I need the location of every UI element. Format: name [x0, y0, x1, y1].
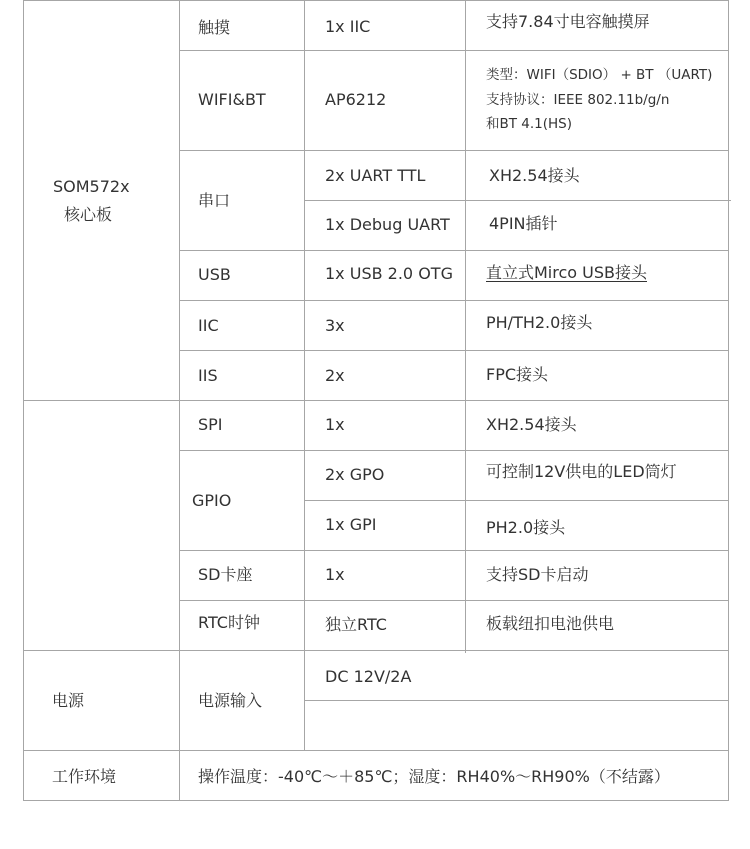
touch-spec: 1x IIC: [325, 17, 371, 36]
usb-label: USB: [198, 265, 231, 284]
touch-desc: 支持7.84寸电容触摸屏: [486, 12, 650, 31]
module-sub: 核心板: [64, 205, 113, 224]
power-value: DC 12V/2A: [325, 667, 412, 686]
sd-label: SD卡座: [198, 565, 253, 584]
iis-desc: FPC接头: [486, 365, 549, 384]
iis-spec: 2x: [325, 366, 345, 385]
table-line: [304, 200, 731, 201]
table-line: [465, 0, 466, 653]
table-line: [23, 800, 729, 801]
table-line: [179, 0, 180, 801]
rtc-spec: 独立RTC: [325, 615, 387, 634]
touch-label: 触摸: [198, 18, 231, 37]
spi-spec: 1x: [325, 415, 345, 434]
gpio-label: GPIO: [192, 491, 232, 510]
rtc-label: RTC时钟: [198, 613, 260, 632]
gpio-desc-2: PH2.0接头: [486, 518, 566, 537]
table-line: [179, 250, 729, 251]
table-line: [23, 400, 729, 401]
serial-desc-2: 4PIN插针: [489, 214, 558, 233]
wifi-desc-type: 类型：WIFI（SDIO） + BT （UART): [486, 67, 713, 83]
wifi-label: WIFI&BT: [198, 90, 266, 109]
table-line: [728, 0, 729, 801]
serial-spec-1: 2x UART TTL: [325, 166, 426, 185]
power-label: 电源输入: [198, 691, 263, 710]
wifi-desc-protocol: 支持协议：IEEE 802.11b/g/n: [486, 92, 670, 108]
table-line: [23, 650, 729, 651]
table-line: [179, 600, 729, 601]
iic-label: IIC: [198, 316, 219, 335]
wifi-spec: AP6212: [325, 90, 387, 109]
env-group: 工作环境: [52, 767, 117, 786]
table-line: [23, 0, 729, 1]
table-line: [23, 0, 24, 801]
iis-label: IIS: [198, 366, 218, 385]
table-line: [304, 700, 729, 701]
wifi-desc-bt: 和BT 4.1(HS): [486, 116, 573, 132]
table-line: [179, 550, 729, 551]
spi-desc: XH2.54接头: [486, 415, 577, 434]
table-line: [179, 300, 729, 301]
serial-desc-1: XH2.54接头: [489, 166, 580, 185]
gpio-spec-1: 2x GPO: [325, 465, 385, 484]
gpio-desc-1: 可控制12V供电的LED筒灯: [486, 462, 677, 481]
serial-spec-2: 1x Debug UART: [325, 215, 450, 234]
rtc-desc: 板载纽扣电池供电: [486, 614, 615, 633]
gpio-spec-2: 1x GPI: [325, 515, 377, 534]
env-value: 操作温度：-40℃～＋85℃；湿度：RH40%～RH90%（不结露）: [198, 767, 670, 786]
module-name: SOM572x: [53, 177, 130, 196]
table-line: [179, 50, 729, 51]
usb-spec: 1x USB 2.0 OTG: [325, 264, 453, 283]
sd-spec: 1x: [325, 565, 345, 584]
table-line: [179, 450, 729, 451]
spi-label: SPI: [198, 415, 223, 434]
iic-desc: PH/TH2.0接头: [486, 313, 593, 332]
table-line: [23, 750, 729, 751]
table-line: [179, 150, 729, 151]
table-line: [179, 350, 729, 351]
iic-spec: 3x: [325, 316, 345, 335]
table-line: [304, 0, 305, 750]
sd-desc: 支持SD卡启动: [486, 565, 589, 584]
serial-label: 串口: [198, 191, 231, 210]
power-group: 电源: [52, 691, 85, 710]
usb-desc: 直立式Mirco USB接头: [486, 263, 647, 282]
table-line: [304, 500, 729, 501]
